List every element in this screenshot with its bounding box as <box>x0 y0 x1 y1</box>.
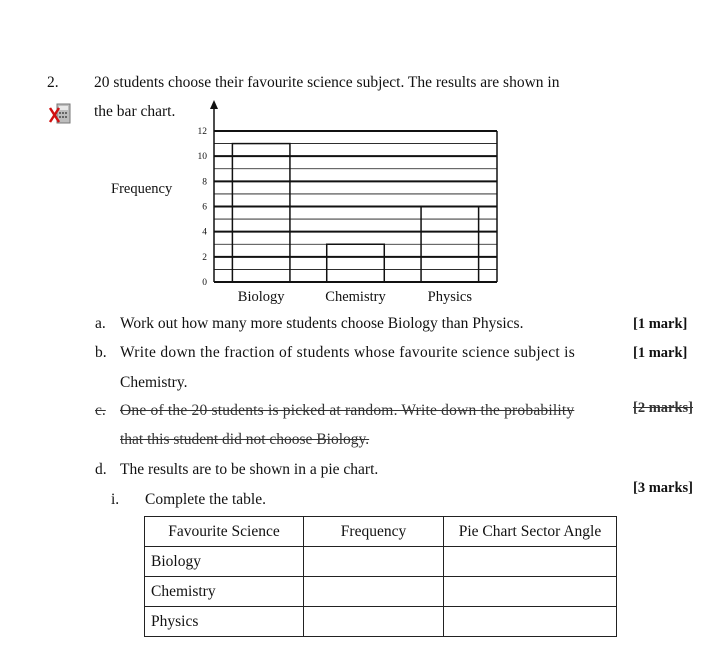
y-tick-label: 0 <box>202 278 207 288</box>
y-tick-label: 2 <box>202 252 207 263</box>
table-cell-frequency-input[interactable] <box>304 547 444 577</box>
bar-biology <box>232 144 290 282</box>
question-number: 2. <box>47 74 59 91</box>
chart-x-tick-labels <box>238 289 473 305</box>
part-c-marks: [2 marks] <box>633 400 694 416</box>
chart-bars <box>232 144 478 282</box>
table-cell-subject: Biology <box>145 547 304 577</box>
part-d-i-label: i. <box>111 491 120 508</box>
bar-physics <box>421 207 479 283</box>
x-tick-label: Chemistry <box>325 289 386 305</box>
y-tick-label: 12 <box>197 127 207 137</box>
table-cell-subject: Chemistry <box>145 577 304 607</box>
chart-y-tick-labels <box>198 127 208 288</box>
pie-chart-table <box>144 516 617 637</box>
question-intro-line1: 20 students choose their favourite science subject. The results are shown in <box>94 74 560 91</box>
y-tick-label: 4 <box>202 227 207 238</box>
table-header-sector-angle: Pie Chart Sector Angle <box>444 517 617 547</box>
question-intro-line2: the bar chart. <box>94 103 176 120</box>
table-cell-subject: Physics <box>145 607 304 637</box>
part-a-text: Work out how many more students choose Biology than Physics. <box>120 315 524 332</box>
chart-ylabel: Frequency <box>111 181 173 197</box>
x-tick-label: Physics <box>427 289 472 305</box>
part-d-text: The results are to be shown in a pie chart. <box>120 461 379 478</box>
part-c-label: c. <box>95 402 106 419</box>
table-header-frequency: Frequency <box>304 517 444 547</box>
y-axis-arrow-icon <box>210 100 218 109</box>
x-tick-label: Biology <box>237 289 285 305</box>
part-a-marks: [1 mark] <box>633 316 688 332</box>
part-b-text-line1: Write down the fraction of students whose favourite science subject is <box>120 344 576 361</box>
table-cell-angle-input[interactable] <box>444 607 617 637</box>
bar-chemistry <box>327 244 385 282</box>
table-cell-frequency-input[interactable] <box>304 607 444 637</box>
y-tick-label: 10 <box>197 152 207 163</box>
table-header-favourite-science: Favourite Science <box>145 517 304 547</box>
part-d-marks: [3 marks] <box>633 480 694 496</box>
part-c-text-line2: that this student did not choose Biology. <box>120 431 370 448</box>
bar-chart <box>0 0 711 320</box>
table-row <box>145 577 617 607</box>
part-b-marks: [1 mark] <box>633 345 688 361</box>
table-header-row <box>145 517 617 547</box>
part-a-label: a. <box>95 315 106 332</box>
y-tick-label: 8 <box>202 177 207 188</box>
table-row <box>145 547 617 577</box>
part-b-text-line2: Chemistry. <box>120 374 188 391</box>
table-cell-frequency-input[interactable] <box>304 577 444 607</box>
table-cell-angle-input[interactable] <box>444 547 617 577</box>
y-tick-label: 6 <box>202 202 207 213</box>
part-c-text-line1: One of the 20 students is picked at random. Write down the probability <box>120 402 575 419</box>
part-b-label: b. <box>95 344 107 361</box>
table-row <box>145 607 617 637</box>
part-d-label: d. <box>95 461 107 478</box>
part-d-i-text: Complete the table. <box>145 491 266 508</box>
table-cell-angle-input[interactable] <box>444 577 617 607</box>
